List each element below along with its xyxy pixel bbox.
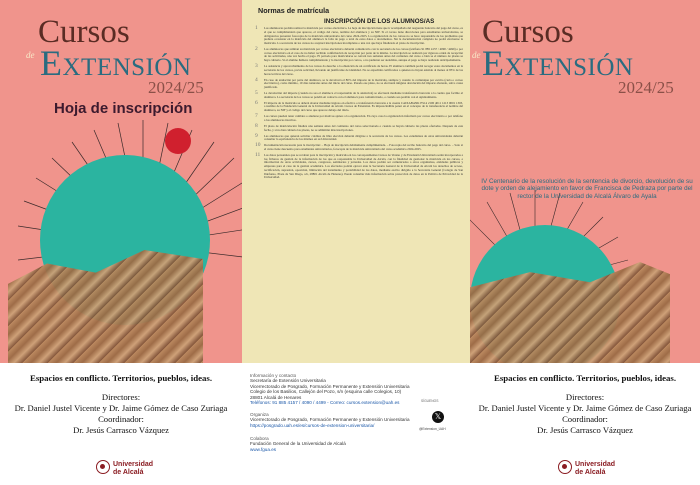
- seal-icon: [558, 460, 572, 474]
- right-footer: [470, 363, 700, 436]
- rule-text: Los alumnos/as que remitan su matrícula por correo electrónico deberán comunicarlo con la secretaría de los cursos (teléfono 91 885 4157 / 4090 / 4499) o por correo electrónico en el caso de no haber recibido confirmación de recepción por parte de la misma. La inscripción se realizará por riguroso orden de recepción de las solicitudes, una vez hecho el pago. El período para matricularse se cerrará tres semanas antes del comienzo del curso o bien se el número de plazas se haya cubierto. Si el alumno hubiera cumplimentado y la inscripción por correo, o no pudieran ser atendidas, aunque el pago se haya realizado anticipadamente.: [264, 46, 463, 63]
- brand-year: 2024/25: [148, 78, 204, 97]
- rule-text: El plazo de matriculación finaliza una semana antes del comienzo del curso seleccionado o cuando se hayan cubierto las plazas ofertadas. Después de esta fecha, y si no han cubierto las plazas, no se admitirán más inscripciones.: [264, 123, 463, 132]
- brand-cursos: Cursos: [482, 14, 574, 50]
- organiza-link[interactable]: https://posgrado.uah.es/es/cursos-de-extension-universitaria/: [250, 422, 375, 428]
- normas-title: Normas de matrícula: [258, 6, 330, 15]
- directores: Dr. Daniel Justel Vicente y Dr. Jaime Gómez de Caso Zuriaga: [478, 403, 692, 413]
- rule-text: Los cursos pueden tener cambios o anularse por motivos ajenos a la organización. En cuyo caso la organización informará por correo electrónico o por teléfono a los alumnos/as inscritos.: [264, 114, 463, 122]
- info-line: Secretaría de Extensión Universitaria: [250, 378, 326, 384]
- coordinador: Dr. Jesús Carrasco Vázquez: [537, 425, 633, 435]
- rule-text: Los datos personales que se recaban para la inscripción y matrícula en los correspondientes Cursos de Verano y de Extensión Universitaria serán incorporados a los ficheros de gestión de la información de los que es responsable la Universidad de Alcalá, con la finalidad de gestionar la matrícula en los cursos, e información de otras actividades, cursos, congresos, seminarios y jornadas. Los datos podrán ser comunicados a otros organismos, entidades públicas y empresas para el caso de la gestión académica. Los afectados podrán ejercer ante la Secretaría General de la Universidad de Alcalá los derechos de acceso, rectificación, supresión, oposición, limitación del tratamiento y portabilidad de los datos, mediante escrito dirigido a la Secretaría General (Colegio de San Ildefonso, Plaza de San Diego, s/n, 28801 Alcalá de Henares). Puede consultar más información sobre protección de datos en la Política de Privacidad de la Universidad.: [264, 152, 463, 180]
- rule-number: 10: [255, 142, 261, 149]
- info-line: 28801 Alcalá de Henares: [250, 394, 302, 400]
- left-cover: [0, 0, 242, 363]
- brand-extension: Extensión: [482, 43, 634, 83]
- rule-paragraph: [255, 142, 463, 152]
- rule-paragraph: [255, 90, 463, 100]
- brand-de: de: [26, 50, 35, 60]
- organiza-line: Vicerrectorado de Posgrado, Formación Permanente y Extensión Universitaria: [250, 417, 410, 423]
- course-title: Espacios en conflicto. Territorios, pueblos, ideas.: [29, 373, 213, 383]
- left-footer: [0, 363, 242, 436]
- info-line: Colegio de los Basilios, Callejón del Pozo, s/n (esquina calle Colegios, 10): [250, 389, 402, 395]
- middle-panel: [242, 0, 470, 485]
- rules-list: [255, 25, 463, 182]
- rule-text: La asistencia y aprovechamiento de los cursos da derecho a la obtención de un certificado de horas. El alumno/a también podrá recoger estos documentos en la secretaría de los cursos, previa solicitud, llevando un justificante de identidad. No se expedirán certificados a quienes no hayan asistido al menos al 85% de las horas lectivas del curso.: [264, 64, 463, 76]
- university-logo: [96, 460, 156, 482]
- contact-footer: [242, 363, 470, 485]
- rule-paragraph: [255, 99, 463, 113]
- rule-number: 2: [255, 45, 258, 52]
- rule-paragraph: [255, 25, 463, 46]
- rule-number: 5: [255, 90, 258, 96]
- rule-paragraph: [255, 113, 463, 123]
- x-handle[interactable]: @Extension_UAH: [419, 427, 446, 431]
- directores: Dr. Daniel Justel Vicente y Dr. Jaime Gómez de Caso Zuriaga: [14, 403, 228, 413]
- colabora-line: Fundación General de la Universidad de Alcalá: [250, 441, 346, 447]
- colabora-link[interactable]: www.fgua.es: [250, 446, 277, 452]
- red-dot: [165, 128, 191, 154]
- rule-text: Documentación necesaria para la inscripción: – Hoja de inscripción debidamente cumplimentada. – Fotocopia del recibo bancario del pago del curso. – Solo si el curso tiene descuento para estudiantes universitarios, fotocopia de la matrícula universitaria del curso académico 2024-2025.: [264, 143, 463, 151]
- rule-paragraph: [255, 122, 463, 133]
- university-logo: [558, 460, 618, 482]
- rule-text: En caso de anulación por parte del alumno/a, se le devolverá el 80% del importe de la matrícula, siempre y cuando lo comunique por escrito (carta o correo electrónico), como mínimo, 10 días naturales antes del inicio del curso. Pasado ese plazo, no se efectuará ninguna devolución del importe abonado, salvo causa justificada.: [264, 77, 463, 90]
- logo-line2: de Alcalá: [113, 469, 144, 476]
- page-title: Hoja de inscripción: [54, 100, 193, 117]
- rule-paragraph: [255, 63, 463, 76]
- left-panel: [0, 0, 242, 485]
- rule-paragraph: [255, 132, 463, 143]
- siguenos-label: SÍGUENOS: [421, 399, 439, 403]
- coordinador-label: Coordinador:: [98, 414, 144, 424]
- right-panel: [470, 0, 700, 485]
- logo-line1: Universidad: [575, 461, 616, 468]
- logo-line1: Universidad: [113, 461, 154, 468]
- rule-number: 4: [255, 76, 258, 83]
- rule-number: 1: [255, 25, 258, 31]
- rule-text: Los alumnos/as podrán realizar la matrícula por correo electrónico. La hoja de inscripción tiene que ir acompañada del resguardo bancario del pago del curso, es el que se cumplimentará que aparece, el código del curso, nombre del alumno/a y su NIF. Si el correo tiene direcciones para estudiantes universitarios, se obligatorios presentar fotocopia de la matrícula universitaria del curso 2024-2025. La organización de los cursos no se hace responsable de los problemas que pudiera ocasionar en la matrícula del alumno/a la falta de pago o total de estos datos o documentos. Sin la documentación completa no podrá efectuarse la matrícula. La secretaría de los cursos no aceptará inscripciones incompletas o una vez que haya finalizado el plazo de inscripción.: [264, 26, 463, 45]
- directores-label: Directores:: [565, 392, 605, 402]
- colabora-label: Colabora: [250, 436, 269, 441]
- info-contact[interactable]: Teléfonos: 91 885 4157 / 4090 / 4499 - Correo: cursos.extension@uah.es: [250, 400, 400, 406]
- directores-label: Directores:: [101, 392, 141, 402]
- rule-number: 3: [255, 63, 258, 70]
- rule-number: 7: [255, 113, 258, 120]
- info-label: Información y contacto: [250, 373, 297, 378]
- brand-extension: Extensión: [40, 43, 192, 83]
- brand-cursos: Cursos: [38, 14, 130, 50]
- seal-icon: [96, 460, 110, 474]
- rule-number: 6: [255, 99, 258, 106]
- x-icon[interactable]: 𝕏: [432, 411, 444, 423]
- right-cover: [470, 0, 700, 363]
- rule-text: Las alumnos/as que quieran solicitar créditos de libre elección deberán dirigirse a la secretaría de los cursos. Los estudiantes de otras universidades deberán consultar la equivalencia de los mismos en su Universidad.: [264, 133, 463, 142]
- info-line: Vicerrectorado de Posgrado, Formación Permanente y Extensión Universitaria: [250, 383, 410, 389]
- rules-sheet: [242, 0, 470, 363]
- rule-paragraph: [255, 76, 463, 90]
- course-description: IV Centenario de la resolución de la sentencia de divorcio, devolución de su dote y orden de alejamiento en favor de Francisca de Pedraza por parte del rector de la Universidad de Alcalá Álvaro de Ayala: [481, 178, 693, 200]
- coordinador-label: Coordinador:: [562, 414, 608, 424]
- rule-text: El importe de la matrícula se deberá abonar mediante ingreso en efectivo o transferencia bancaria a la cuenta CAIXABANK ES14 2100 4011 1213 0001 1303, a nombre de la Fundación General de la Universidad de Alcalá. Cursos de Extensión. Es imprescindible poner en el concepto de la transferencia el nombre del alumno/a, su NIF y el código del curso que aparece debajo del título.: [264, 100, 463, 113]
- inscripcion-title: INSCRIPCIÓN DE LOS ALUMNOS/AS: [324, 18, 435, 25]
- rule-number: 11: [255, 151, 261, 158]
- course-title: Espacios en conflicto. Territorios, pueblos, ideas.: [493, 373, 677, 383]
- rule-text: La devolución del importe (cuando no sea el alumno/a el responsable de la anulación) se efectuará mediante transferencia bancaria a la cuenta que facilite el alumno/a. La secretaría de los cursos se pondrá en contacto con el alumno/a para comunicárselo, o cuando sea posible con el Ayuntamiento.: [264, 91, 463, 99]
- logo-line2: de Alcalá: [575, 469, 606, 476]
- rule-paragraph: [255, 151, 463, 180]
- organiza-label: Organiza: [250, 412, 269, 417]
- rule-number: 8: [255, 122, 258, 129]
- rule-paragraph: [255, 45, 463, 63]
- brand-year: 2024/25: [618, 78, 674, 97]
- brand-de: de: [472, 50, 481, 60]
- coordinador: Dr. Jesús Carrasco Vázquez: [73, 425, 169, 435]
- rule-number: 9: [255, 132, 258, 139]
